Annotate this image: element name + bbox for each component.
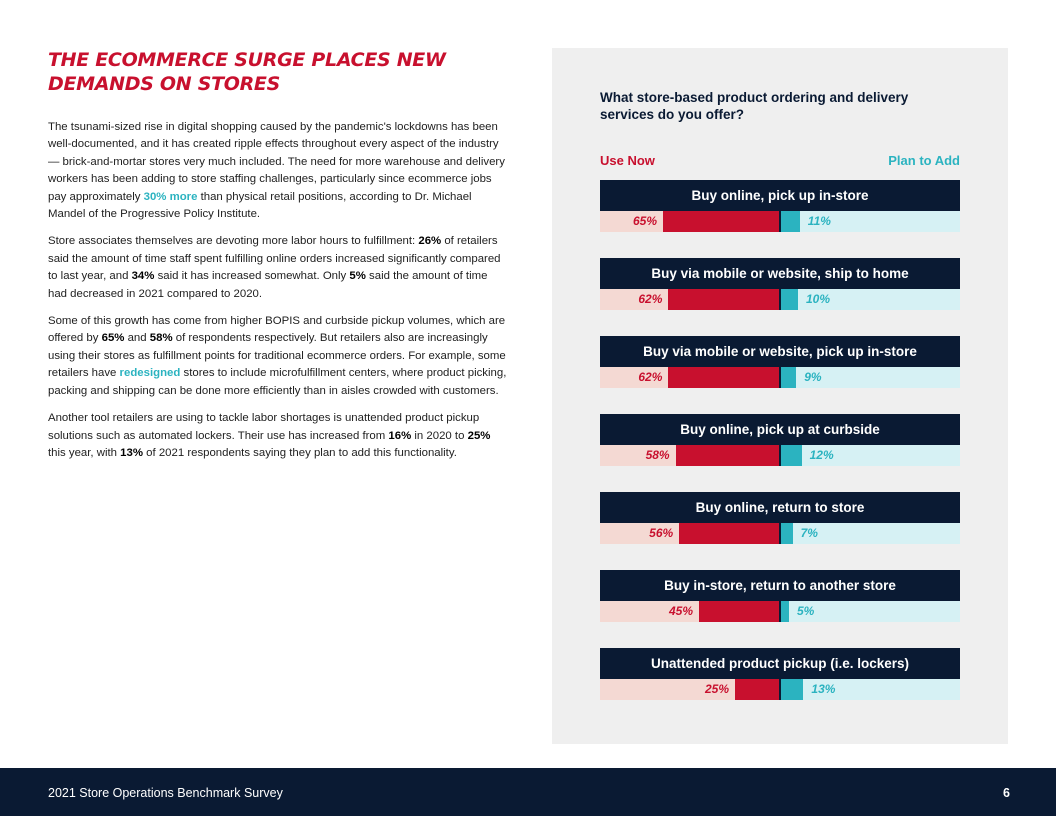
center-divider (779, 523, 781, 544)
value-label-use-now: 56% (649, 526, 674, 540)
plan-to-add-track (780, 445, 960, 466)
center-divider (779, 601, 781, 622)
value-label-use-now: 62% (638, 292, 663, 306)
bar-plan-to-add (780, 289, 798, 310)
plan-to-add-track (780, 679, 960, 700)
paragraph-3: Some of this growth has come from higher BOPIS and curbside pickup volumes, which are offered by 65% and 58% of respondents respectively. But retailers also are increasingly using their stores as fulfillment points for traditional ecommerce orders. For example, some retailers have redesigned stores to include microfulfillment centers, where product picking, packing and shipping can be done more efficiently than in aisles crowded with customers. (48, 315, 507, 397)
category-label: Buy via mobile or website, pick up in-store (600, 336, 960, 367)
center-divider (779, 289, 781, 310)
center-divider (779, 445, 781, 466)
highlight-text: 30% more (143, 190, 198, 203)
bar-plan-to-add (780, 211, 800, 232)
bar-use-now (668, 289, 780, 310)
bold-stat: 26% (418, 235, 442, 248)
bar-use-now (699, 601, 780, 622)
value-label-use-now: 65% (632, 214, 657, 228)
value-label-plan-to-add: 5% (797, 604, 815, 618)
bar-use-now (679, 523, 780, 544)
value-label-use-now: 45% (668, 604, 693, 618)
bar-use-now (676, 445, 780, 466)
paragraph-1: The tsunami-sized rise in digital shopping caused by the pandemic's lockdowns has been well-documented, and it has created ripple effects throughout every aspect of the industry — brick-and-mortar stores very much included. The need for more warehouse and delivery workers has been adding to store staffing challenges, particularly since ecommerce jobs pay approximately 30% more than physical retail positions, according to Dr. Michael Mandel of the Progressive Policy Institute. (48, 121, 505, 221)
chart-row (600, 180, 960, 232)
chart-row (600, 414, 960, 466)
value-label-plan-to-add: 12% (809, 448, 834, 462)
chart-row (600, 258, 960, 310)
page-number: 6 (1003, 786, 1010, 800)
article-body (48, 119, 508, 462)
bold-stat: 58% (149, 332, 173, 345)
chart-row (600, 570, 960, 622)
chart-row (600, 648, 960, 700)
chart-title: What store-based product ordering and delivery services do you offer? (600, 90, 909, 122)
category-label: Buy online, pick up at curbside (600, 414, 960, 445)
value-label-plan-to-add: 13% (811, 682, 836, 696)
value-label-plan-to-add: 7% (800, 526, 818, 540)
bold-stat: 65% (101, 332, 125, 345)
bar-use-now (668, 367, 780, 388)
value-label-plan-to-add: 11% (807, 214, 831, 228)
value-label-plan-to-add: 9% (804, 370, 822, 384)
legend-use-now: Use Now (600, 153, 655, 168)
bar-plan-to-add (780, 679, 803, 700)
category-label: Buy online, return to store (600, 492, 960, 523)
paragraph-2: Store associates themselves are devoting more labor hours to fulfillment: 26% of retailers said the amount of time staff spent fulfilling online orders increased significantly compared to last year, and 34% said it has increased somewhat. Only 5% said the amount of time had decreased in 2021 compared to 2020. (48, 235, 501, 300)
category-label: Buy in-store, return to another store (600, 570, 960, 601)
value-label-use-now: 62% (638, 370, 663, 384)
bar-plan-to-add (780, 367, 796, 388)
page-title: THE ECOMMERCE SURGE PLACES NEW DEMANDS ON STORES (48, 49, 446, 95)
bar-use-now (735, 679, 780, 700)
bold-stat: 5% (349, 270, 366, 283)
center-divider (779, 211, 781, 232)
value-label-plan-to-add: 10% (806, 292, 831, 306)
footer-title: 2021 Store Operations Benchmark Survey (48, 786, 283, 800)
paragraph-4: Another tool retailers are using to tackle labor shortages is unattended product pickup solutions such as automated lockers. Their use has increased from 16% in 2020 to 25% this year, with 13% of 2021 respondents saying they plan to add this functionality. (48, 412, 491, 459)
footer (0, 768, 1056, 816)
center-divider (779, 679, 781, 700)
bar-plan-to-add (780, 523, 793, 544)
category-label: Unattended product pickup (i.e. lockers) (600, 648, 960, 679)
bold-stat: 34% (131, 270, 155, 283)
category-label: Buy online, pick up in-store (600, 180, 960, 211)
chart-row (600, 336, 960, 388)
center-divider (779, 367, 781, 388)
bar-plan-to-add (780, 445, 802, 466)
value-label-use-now: 25% (704, 682, 729, 696)
bar-use-now (663, 211, 780, 232)
article (48, 48, 508, 459)
chart-row (600, 492, 960, 544)
legend-plan-to-add: Plan to Add (888, 153, 960, 168)
bold-stat: 13% (120, 446, 143, 459)
category-label: Buy via mobile or website, ship to home (600, 258, 960, 289)
bar-plan-to-add (780, 601, 789, 622)
chart-panel (552, 48, 1008, 744)
bold-stat: 25% (467, 429, 491, 442)
bold-stat: 16% (388, 429, 412, 442)
value-label-use-now: 58% (645, 448, 670, 462)
highlight-text: redesigned (119, 367, 181, 380)
